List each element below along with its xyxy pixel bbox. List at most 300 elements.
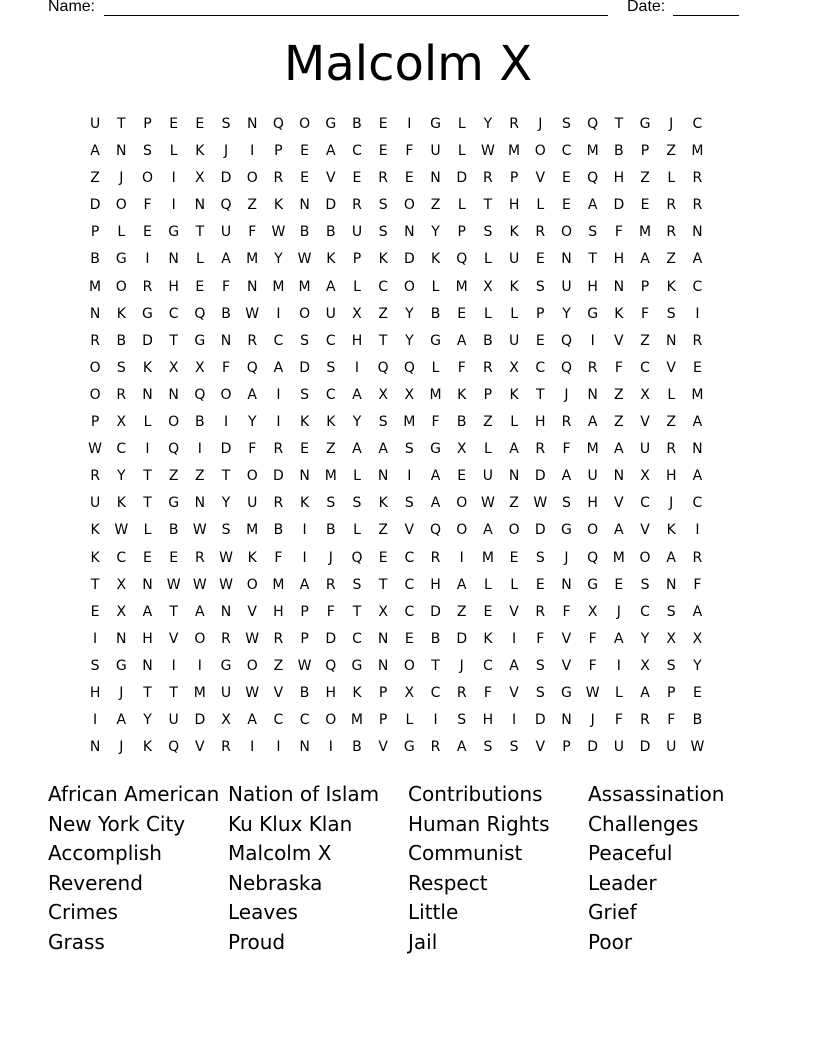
grid-letter[interactable]: R xyxy=(692,197,703,214)
grid-letter[interactable]: I xyxy=(616,657,621,674)
grid-letter[interactable]: D xyxy=(456,170,468,187)
grid-letter[interactable]: R xyxy=(430,549,441,566)
grid-letter[interactable]: K xyxy=(300,414,310,431)
grid-letter[interactable]: M xyxy=(272,278,285,295)
grid-letter[interactable]: S xyxy=(143,143,152,160)
grid-letter[interactable]: S xyxy=(378,224,388,241)
grid-letter[interactable]: T xyxy=(143,468,152,485)
grid-letter[interactable]: I xyxy=(197,657,202,674)
grid-letter[interactable]: V xyxy=(561,630,572,647)
grid-letter[interactable]: I xyxy=(512,630,517,647)
grid-letter[interactable]: O xyxy=(325,712,337,729)
grid-letter[interactable]: U xyxy=(561,278,572,295)
grid-letter[interactable]: R xyxy=(273,441,284,458)
grid-letter[interactable]: H xyxy=(587,278,598,295)
grid-letter[interactable]: H xyxy=(351,332,363,349)
grid-letter[interactable]: P xyxy=(143,116,152,132)
grid-letter[interactable]: X xyxy=(483,278,493,295)
grid-letter[interactable]: X xyxy=(666,630,677,647)
grid-letter[interactable]: C xyxy=(273,712,284,729)
grid-letter[interactable]: W xyxy=(585,684,600,701)
grid-letter[interactable]: Y xyxy=(640,630,650,647)
grid-letter[interactable]: F xyxy=(248,224,257,241)
grid-letter[interactable]: S xyxy=(666,305,676,322)
grid-letter[interactable]: A xyxy=(587,197,598,214)
grid-letter[interactable]: I xyxy=(171,170,176,187)
grid-letter[interactable]: Z xyxy=(614,386,624,403)
grid-letter[interactable]: X xyxy=(221,712,231,729)
grid-letter[interactable]: W xyxy=(245,630,260,647)
grid-letter[interactable]: X xyxy=(456,441,467,458)
grid-letter[interactable]: E xyxy=(457,468,467,485)
grid-letter[interactable]: W xyxy=(690,739,705,756)
grid-letter[interactable]: A xyxy=(116,712,127,729)
grid-letter[interactable]: B xyxy=(325,224,336,241)
grid-letter[interactable]: M xyxy=(246,522,259,539)
grid-letter[interactable]: T xyxy=(431,657,440,674)
grid-letter[interactable]: E xyxy=(483,603,493,620)
grid-letter[interactable]: S xyxy=(640,576,650,593)
grid-letter[interactable]: W xyxy=(245,684,260,701)
grid-letter[interactable]: S xyxy=(378,414,388,431)
grid-letter[interactable]: M xyxy=(638,224,652,241)
grid-letter[interactable]: S xyxy=(535,278,545,295)
grid-letter[interactable]: J xyxy=(564,549,569,566)
grid-letter[interactable]: I xyxy=(250,739,255,756)
grid-letter[interactable]: T xyxy=(169,332,178,349)
grid-letter[interactable]: S xyxy=(404,441,414,458)
grid-letter[interactable]: Q xyxy=(403,359,415,376)
grid-letter[interactable]: N xyxy=(665,332,677,349)
grid-letter[interactable]: I xyxy=(302,549,307,566)
grid-letter[interactable]: S xyxy=(562,116,571,132)
grid-letter[interactable]: L xyxy=(195,251,204,268)
grid-letter[interactable]: Y xyxy=(221,495,231,512)
grid-letter[interactable]: L xyxy=(457,116,466,132)
grid-letter[interactable]: F xyxy=(248,441,257,458)
grid-letter[interactable]: E xyxy=(562,170,571,187)
grid-letter[interactable]: A xyxy=(692,468,703,485)
grid-letter[interactable]: O xyxy=(587,522,599,539)
grid-letter[interactable]: U xyxy=(89,116,101,132)
grid-letter[interactable]: J xyxy=(223,143,229,160)
grid-letter[interactable]: A xyxy=(456,332,467,349)
grid-letter[interactable]: Q xyxy=(194,305,206,322)
grid-letter[interactable]: P xyxy=(640,143,650,160)
grid-letter[interactable]: N xyxy=(299,468,310,485)
grid-letter[interactable]: E xyxy=(143,549,152,566)
grid-letter[interactable]: M xyxy=(612,549,625,566)
grid-letter[interactable]: Z xyxy=(483,414,493,431)
grid-letter[interactable]: D xyxy=(220,170,232,187)
grid-letter[interactable]: A xyxy=(614,630,624,647)
grid-letter[interactable]: D xyxy=(534,712,546,729)
grid-letter[interactable]: C xyxy=(430,684,441,701)
grid-letter[interactable]: B xyxy=(221,305,231,322)
grid-letter[interactable]: D xyxy=(613,197,625,214)
grid-letter[interactable]: W xyxy=(533,495,548,512)
grid-letter[interactable]: O xyxy=(403,197,415,214)
grid-letter[interactable]: Z xyxy=(168,468,179,485)
grid-letter[interactable]: B xyxy=(352,116,362,132)
grid-letter[interactable]: J xyxy=(119,170,124,187)
grid-letter[interactable]: H xyxy=(168,278,179,295)
grid-letter[interactable]: F xyxy=(614,712,623,729)
grid-letter[interactable]: A xyxy=(692,251,703,268)
grid-letter[interactable]: H xyxy=(430,576,441,593)
grid-letter[interactable]: Q xyxy=(377,359,389,376)
grid-letter[interactable]: C xyxy=(561,143,572,160)
grid-letter[interactable]: E xyxy=(404,170,414,187)
grid-letter[interactable]: U xyxy=(482,468,494,485)
grid-letter[interactable]: J xyxy=(538,116,543,132)
grid-letter[interactable]: S xyxy=(666,603,676,620)
grid-letter[interactable]: R xyxy=(692,170,703,187)
grid-letter[interactable]: N xyxy=(220,603,232,620)
grid-letter[interactable]: R xyxy=(535,603,546,620)
grid-letter[interactable]: F xyxy=(143,197,152,214)
grid-letter[interactable]: W xyxy=(480,495,495,512)
grid-letter[interactable]: A xyxy=(614,522,624,539)
grid-letter[interactable]: E xyxy=(300,170,310,187)
grid-letter[interactable]: P xyxy=(666,684,676,701)
grid-letter[interactable]: I xyxy=(197,441,202,458)
grid-letter[interactable]: A xyxy=(640,684,650,701)
grid-letter[interactable]: K xyxy=(116,495,126,512)
grid-letter[interactable]: Z xyxy=(247,197,258,214)
grid-letter[interactable]: X xyxy=(116,603,127,620)
grid-letter[interactable]: O xyxy=(403,278,415,295)
grid-letter[interactable]: N xyxy=(116,143,127,160)
grid-letter[interactable]: H xyxy=(613,170,625,187)
grid-letter[interactable]: G xyxy=(168,224,180,241)
grid-letter[interactable]: X xyxy=(195,359,205,376)
grid-letter[interactable]: I xyxy=(459,549,464,566)
grid-letter[interactable]: V xyxy=(509,684,519,701)
grid-letter[interactable]: T xyxy=(169,684,178,701)
grid-letter[interactable]: S xyxy=(352,576,362,593)
grid-letter[interactable]: B xyxy=(168,522,179,539)
grid-letter[interactable]: I xyxy=(93,712,98,729)
grid-letter[interactable]: U xyxy=(613,739,624,756)
grid-letter[interactable]: O xyxy=(168,414,180,431)
grid-letter[interactable]: M xyxy=(429,386,442,403)
grid-letter[interactable]: R xyxy=(456,684,467,701)
grid-letter[interactable]: T xyxy=(221,468,231,485)
grid-letter[interactable]: F xyxy=(222,278,231,295)
grid-letter[interactable]: R xyxy=(325,576,336,593)
grid-letter[interactable]: C xyxy=(535,359,546,376)
grid-letter[interactable]: M xyxy=(272,576,285,593)
grid-letter[interactable]: O xyxy=(89,386,101,403)
grid-letter[interactable]: H xyxy=(665,468,677,485)
grid-letter[interactable]: E xyxy=(614,576,624,593)
grid-letter[interactable]: S xyxy=(352,495,362,512)
grid-letter[interactable]: R xyxy=(509,116,519,132)
grid-letter[interactable]: Q xyxy=(587,116,599,132)
grid-letter[interactable]: K xyxy=(116,305,126,322)
grid-letter[interactable]: X xyxy=(116,414,127,431)
grid-letter[interactable]: A xyxy=(247,712,257,729)
grid-letter[interactable]: X xyxy=(692,630,703,647)
grid-letter[interactable]: I xyxy=(590,332,595,349)
grid-letter[interactable]: L xyxy=(431,278,440,295)
grid-letter[interactable]: G xyxy=(403,739,415,756)
grid-letter[interactable]: A xyxy=(90,143,100,160)
grid-letter[interactable]: O xyxy=(456,522,468,539)
grid-letter[interactable]: L xyxy=(457,143,466,160)
grid-letter[interactable]: I xyxy=(328,739,333,756)
grid-letter[interactable]: T xyxy=(536,386,545,403)
grid-letter[interactable]: V xyxy=(195,739,205,756)
grid-letter[interactable]: X xyxy=(116,576,127,593)
grid-letter[interactable]: E xyxy=(143,224,152,241)
grid-letter[interactable]: O xyxy=(141,170,153,187)
grid-letter[interactable]: O xyxy=(560,224,572,241)
date-line[interactable] xyxy=(673,15,739,16)
grid-letter[interactable]: M xyxy=(691,386,704,403)
grid-letter[interactable]: E xyxy=(535,576,545,593)
grid-letter[interactable]: N xyxy=(142,657,153,674)
grid-letter[interactable]: P xyxy=(300,630,309,647)
grid-letter[interactable]: V xyxy=(535,739,546,756)
grid-letter[interactable]: T xyxy=(614,116,624,132)
grid-letter[interactable]: A xyxy=(378,441,388,458)
grid-letter[interactable]: A xyxy=(273,359,284,376)
grid-letter[interactable]: D xyxy=(587,739,599,756)
grid-letter[interactable]: O xyxy=(246,657,258,674)
grid-letter[interactable]: E xyxy=(640,197,650,214)
grid-letter[interactable]: I xyxy=(171,197,176,214)
grid-letter[interactable]: I xyxy=(93,630,98,647)
grid-letter[interactable]: E xyxy=(300,441,310,458)
grid-letter[interactable]: O xyxy=(534,143,546,160)
grid-letter[interactable]: Z xyxy=(640,170,650,187)
grid-letter[interactable]: N xyxy=(194,197,206,214)
grid-letter[interactable]: N xyxy=(665,576,677,593)
grid-letter[interactable]: F xyxy=(222,359,231,376)
grid-letter[interactable]: Z xyxy=(195,468,205,485)
grid-letter[interactable]: N xyxy=(246,278,258,295)
grid-letter[interactable]: U xyxy=(247,495,258,512)
grid-letter[interactable]: A xyxy=(692,603,703,620)
grid-letter[interactable]: C xyxy=(640,603,650,620)
grid-letter[interactable]: S xyxy=(326,495,336,512)
grid-letter[interactable]: E xyxy=(457,305,467,322)
grid-letter[interactable]: D xyxy=(403,251,415,268)
grid-letter[interactable]: P xyxy=(90,224,100,241)
grid-letter[interactable]: A xyxy=(692,414,703,431)
grid-letter[interactable]: J xyxy=(616,603,621,620)
grid-letter[interactable]: Z xyxy=(666,414,677,431)
grid-letter[interactable]: V xyxy=(535,170,546,187)
grid-letter[interactable]: U xyxy=(325,305,336,322)
grid-letter[interactable]: D xyxy=(89,197,101,214)
grid-letter[interactable]: T xyxy=(117,116,126,132)
grid-letter[interactable]: V xyxy=(378,739,388,756)
grid-letter[interactable]: N xyxy=(613,468,625,485)
grid-letter[interactable]: B xyxy=(116,332,127,349)
grid-letter[interactable]: L xyxy=(536,197,545,214)
grid-letter[interactable]: I xyxy=(276,305,281,322)
grid-letter[interactable]: H xyxy=(273,603,284,620)
grid-letter[interactable]: U xyxy=(666,739,677,756)
grid-letter[interactable]: U xyxy=(508,251,520,268)
grid-letter[interactable]: E xyxy=(692,359,702,376)
grid-letter[interactable]: B xyxy=(299,684,310,701)
grid-letter[interactable]: R xyxy=(221,739,231,756)
grid-letter[interactable]: L xyxy=(431,359,440,376)
grid-letter[interactable]: N xyxy=(377,657,389,674)
grid-letter[interactable]: A xyxy=(299,576,310,593)
grid-letter[interactable]: S xyxy=(535,684,545,701)
grid-letter[interactable]: K xyxy=(614,305,624,322)
grid-letter[interactable]: O xyxy=(403,657,415,674)
grid-letter[interactable]: L xyxy=(143,522,152,539)
grid-letter[interactable]: P xyxy=(457,224,466,241)
grid-letter[interactable]: Q xyxy=(587,549,599,566)
grid-letter[interactable]: M xyxy=(298,278,311,295)
grid-letter[interactable]: V xyxy=(325,170,336,187)
grid-letter[interactable]: L xyxy=(117,224,126,241)
grid-letter[interactable]: G xyxy=(430,332,441,349)
grid-letter[interactable]: Z xyxy=(273,657,284,674)
grid-letter[interactable]: P xyxy=(378,684,388,701)
grid-letter[interactable]: C xyxy=(273,332,284,349)
grid-letter[interactable]: X xyxy=(587,603,598,620)
grid-letter[interactable]: U xyxy=(508,332,520,349)
grid-letter[interactable]: B xyxy=(352,739,362,756)
grid-letter[interactable]: G xyxy=(587,576,599,593)
grid-letter[interactable]: M xyxy=(350,712,364,729)
grid-letter[interactable]: L xyxy=(169,143,178,160)
grid-letter[interactable]: A xyxy=(561,468,572,485)
grid-letter[interactable]: L xyxy=(353,468,361,485)
grid-letter[interactable]: Z xyxy=(666,143,677,160)
grid-letter[interactable]: K xyxy=(509,224,519,241)
grid-letter[interactable]: N xyxy=(561,712,572,729)
grid-letter[interactable]: E xyxy=(378,116,388,132)
grid-letter[interactable]: X xyxy=(404,386,415,403)
grid-letter[interactable]: B xyxy=(195,414,205,431)
grid-letter[interactable]: X xyxy=(378,386,388,403)
grid-letter[interactable]: L xyxy=(484,305,492,322)
grid-letter[interactable]: P xyxy=(640,278,650,295)
grid-letter[interactable]: N xyxy=(194,495,206,512)
grid-letter[interactable]: S xyxy=(326,359,336,376)
grid-letter[interactable]: Z xyxy=(378,522,388,539)
grid-letter[interactable]: R xyxy=(116,386,127,403)
grid-letter[interactable]: R xyxy=(90,468,100,485)
grid-letter[interactable]: C xyxy=(168,305,179,322)
grid-letter[interactable]: P xyxy=(562,739,571,756)
grid-letter[interactable]: R xyxy=(273,495,284,512)
grid-letter[interactable]: F xyxy=(562,441,571,458)
grid-letter[interactable]: Q xyxy=(325,657,337,674)
grid-letter[interactable]: O xyxy=(246,170,258,187)
grid-letter[interactable]: R xyxy=(247,332,258,349)
grid-letter[interactable]: I xyxy=(433,712,438,729)
grid-letter[interactable]: H xyxy=(613,251,625,268)
grid-letter[interactable]: A xyxy=(614,441,624,458)
grid-letter[interactable]: M xyxy=(508,143,521,160)
grid-letter[interactable]: V xyxy=(666,359,676,376)
grid-letter[interactable]: O xyxy=(639,549,651,566)
grid-letter[interactable]: S xyxy=(666,657,676,674)
grid-letter[interactable]: N xyxy=(246,116,258,132)
grid-letter[interactable]: Z xyxy=(90,170,100,187)
grid-letter[interactable]: C xyxy=(404,576,415,593)
grid-letter[interactable]: N xyxy=(561,251,572,268)
grid-letter[interactable]: I xyxy=(276,414,281,431)
grid-letter[interactable]: Q xyxy=(194,386,206,403)
grid-letter[interactable]: R xyxy=(587,359,598,376)
grid-letter[interactable]: B xyxy=(430,630,441,647)
grid-letter[interactable]: N xyxy=(508,468,520,485)
grid-letter[interactable]: Y xyxy=(562,305,571,322)
grid-letter[interactable]: E xyxy=(535,251,545,268)
grid-letter[interactable]: K xyxy=(509,278,519,295)
grid-letter[interactable]: I xyxy=(695,305,700,322)
grid-letter[interactable]: B xyxy=(90,251,100,268)
grid-letter[interactable]: A xyxy=(456,739,467,756)
grid-letter[interactable]: K xyxy=(247,549,257,566)
grid-letter[interactable]: L xyxy=(510,576,518,593)
grid-letter[interactable]: R xyxy=(692,332,703,349)
grid-letter[interactable]: S xyxy=(90,657,100,674)
grid-letter[interactable]: R xyxy=(221,630,231,647)
grid-letter[interactable]: E xyxy=(404,630,414,647)
grid-letter[interactable]: K xyxy=(300,495,310,512)
grid-letter[interactable]: A xyxy=(666,549,676,566)
grid-letter[interactable]: E xyxy=(90,603,100,620)
grid-letter[interactable]: R xyxy=(535,441,546,458)
grid-letter[interactable]: P xyxy=(274,143,283,160)
grid-letter[interactable]: Y xyxy=(117,468,126,485)
grid-letter[interactable]: I xyxy=(407,116,412,132)
grid-letter[interactable]: N xyxy=(142,576,153,593)
grid-letter[interactable]: T xyxy=(378,332,388,349)
grid-letter[interactable]: A xyxy=(247,386,257,403)
grid-letter[interactable]: S xyxy=(588,224,598,241)
grid-letter[interactable]: M xyxy=(481,549,494,566)
grid-letter[interactable]: B xyxy=(430,305,441,322)
grid-letter[interactable]: U xyxy=(168,712,179,729)
grid-letter[interactable]: Q xyxy=(272,116,284,132)
grid-letter[interactable]: Y xyxy=(274,251,283,268)
grid-letter[interactable]: H xyxy=(142,630,153,647)
grid-letter[interactable]: Z xyxy=(509,495,519,512)
grid-letter[interactable]: K xyxy=(352,684,362,701)
grid-letter[interactable]: U xyxy=(587,468,598,485)
grid-letter[interactable]: O xyxy=(246,576,258,593)
grid-letter[interactable]: B xyxy=(456,414,467,431)
grid-letter[interactable]: E xyxy=(509,549,519,566)
grid-letter[interactable]: O xyxy=(456,495,468,512)
grid-letter[interactable]: A xyxy=(456,576,467,593)
grid-letter[interactable]: E xyxy=(169,549,179,566)
grid-letter[interactable]: R xyxy=(561,414,572,431)
grid-letter[interactable]: L xyxy=(353,522,361,539)
grid-letter[interactable]: W xyxy=(219,549,233,566)
grid-letter[interactable]: R xyxy=(273,630,284,647)
grid-letter[interactable]: R xyxy=(142,278,153,295)
grid-letter[interactable]: N xyxy=(561,576,572,593)
grid-letter[interactable]: U xyxy=(351,224,363,241)
grid-letter[interactable]: R xyxy=(90,332,100,349)
grid-letter[interactable]: C xyxy=(116,441,127,458)
grid-letter[interactable]: C xyxy=(404,549,415,566)
